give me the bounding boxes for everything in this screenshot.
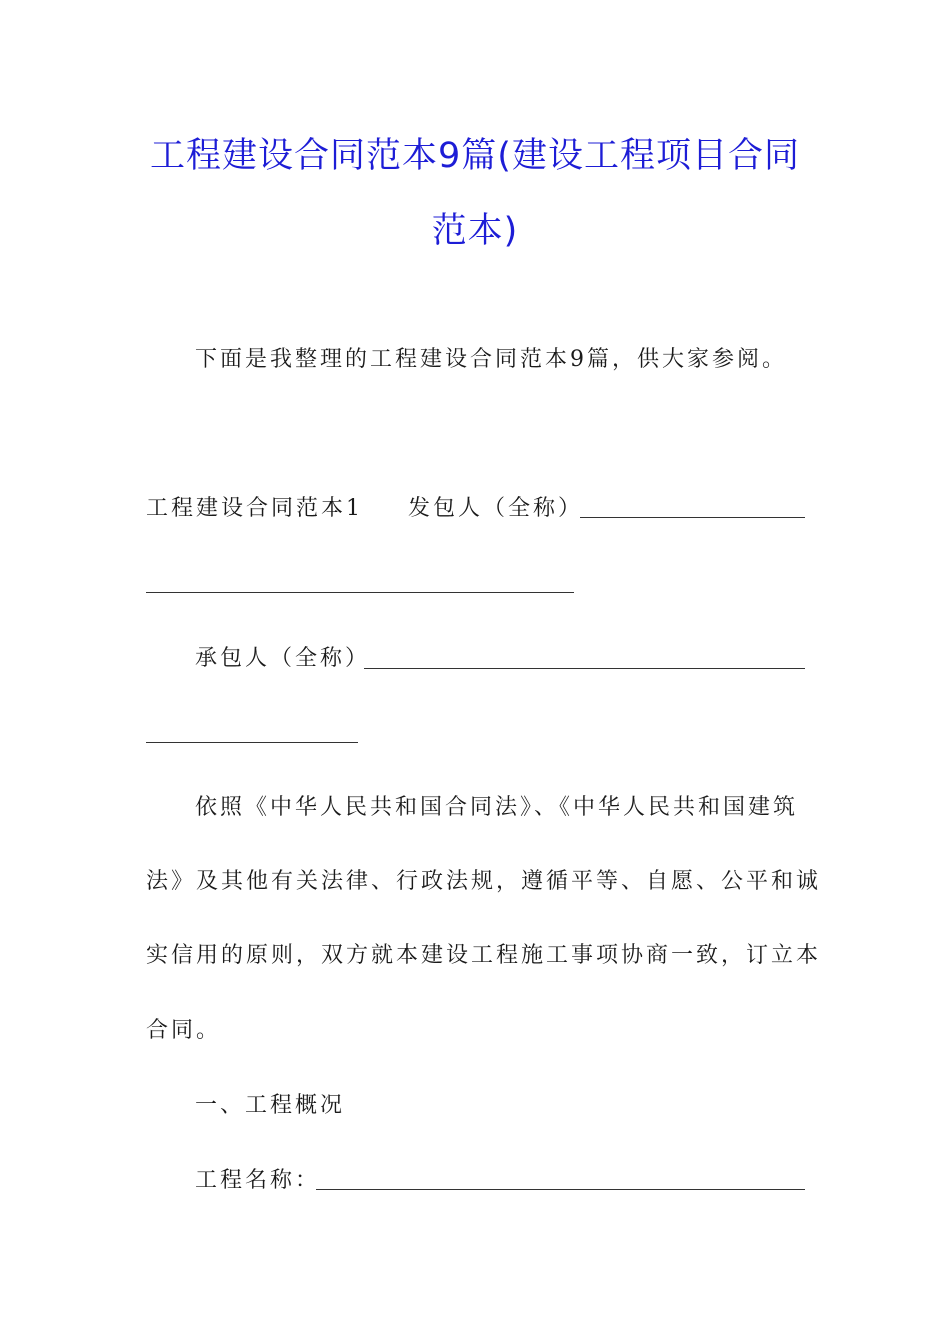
- contractor-blank-line: [364, 668, 805, 669]
- basis-paragraph-line-3: 实信用的原则，双方就本建设工程施工事项协商一致，订立本: [146, 943, 822, 968]
- employer-label: 发包人（全称）: [408, 496, 584, 521]
- basis-paragraph-line-2: 法》及其他有关法律、行政法规，遵循平等、自愿、公平和诚: [146, 869, 822, 894]
- basis-paragraph-line-4: 合同。: [146, 1018, 222, 1043]
- contractor-label: 承包人（全称）: [195, 646, 371, 671]
- project-name-blank-line: [316, 1189, 805, 1190]
- employer-blank-line: [580, 517, 805, 518]
- project-name-label: 工程名称：: [195, 1168, 321, 1193]
- contractor-blank-line-cont: [146, 742, 358, 743]
- basis-paragraph-line-1: 依照《中华人民共和国合同法》、《中华人民共和国建筑: [195, 795, 799, 820]
- contract-1-heading: 工程建设合同范本1: [146, 496, 363, 521]
- project-overview-heading: 一、工程概况: [195, 1093, 346, 1118]
- intro-paragraph: 下面是我整理的工程建设合同范本9篇，供大家参阅。: [195, 347, 787, 372]
- document-title-line-1: 工程建设合同范本9篇(建设工程项目合同: [150, 136, 800, 176]
- employer-blank-line-cont: [146, 592, 574, 593]
- document-title-line-2: 范本): [431, 211, 519, 251]
